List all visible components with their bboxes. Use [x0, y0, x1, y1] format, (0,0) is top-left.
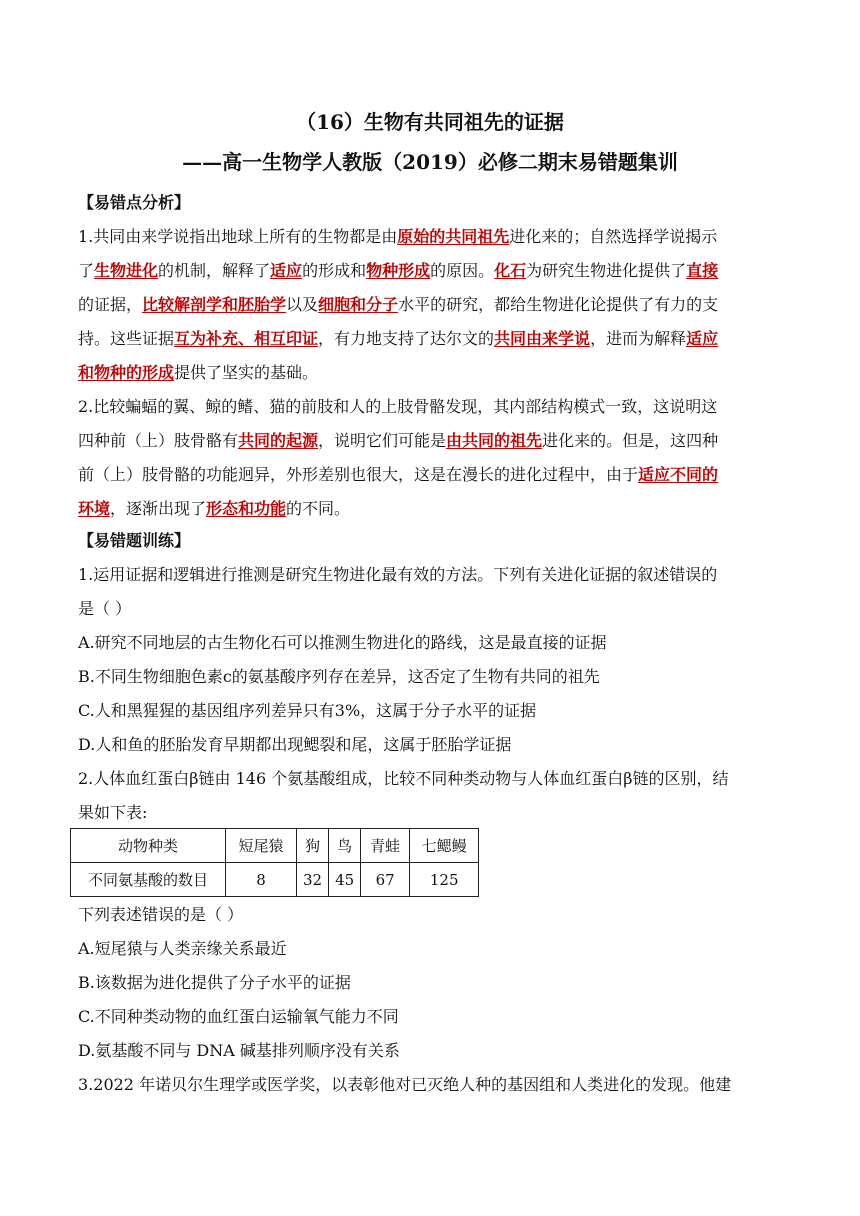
key-term: 和物种的形成 — [78, 363, 175, 382]
question-2-option-b: B.该数据为进化提供了分子水平的证据 — [78, 973, 351, 992]
question-1-option-a: A.研究不同地层的古生物化石可以推测生物进化的路线，这是最直接的证据 — [78, 633, 607, 652]
question-2-stem-line3: 下列表述错误的是（ ） — [78, 905, 244, 924]
key-term: 直接 — [686, 261, 719, 280]
table-cell: 鸟 — [329, 829, 361, 863]
key-term: 物种形成 — [366, 261, 431, 280]
question-1-option-d: D.人和鱼的胚胎发育早期都出现鳃裂和尾，这属于胚胎学证据 — [78, 735, 512, 754]
table-header-row — [71, 829, 479, 863]
question-3-stem-line1: 3.2022 年诺贝尔生理学或医学奖，以表彰他对已灭绝人种的基因组和人类进化的发现。他建 — [78, 1075, 732, 1094]
table-cell: 32 — [297, 863, 329, 897]
page-title: （16）生物有共同祖先的证据 — [296, 110, 564, 134]
key-term: 比较解剖学和胚胎学 — [142, 295, 287, 314]
key-term: 互为补充、相互印证 — [174, 329, 319, 348]
table-cell: 125 — [410, 863, 479, 897]
analysis-p1-line5: 和物种的形成提供了坚实的基础。 — [78, 363, 319, 382]
key-term: 化石 — [494, 261, 527, 280]
analysis-p2-line2: 四种前（上）肢骨骼有共同的起源，说明它们可能是由共同的祖先进化来的。但是，这四种 — [78, 431, 719, 450]
table-cell: 七鳃鳗 — [410, 829, 479, 863]
question-2-option-d: D.氨基酸不同与 DNA 碱基排列顺序没有关系 — [78, 1041, 400, 1060]
key-term: 细胞和分子 — [318, 295, 399, 314]
question-2-stem-line1: 2.人体血红蛋白β链由 146 个氨基酸组成，比较不同种类动物与人体血红蛋白β链的区别，结 — [78, 769, 729, 788]
table-cell: 短尾猿 — [226, 829, 297, 863]
question-1-stem-line1: 1.运用证据和逻辑进行推测是研究生物进化最有效的方法。下列有关进化证据的叙述错误的 — [78, 565, 718, 584]
table-cell: 45 — [329, 863, 361, 897]
section-heading-practice: 【易错题训练】 — [78, 531, 191, 550]
analysis-p2-line4: 环境，逐渐出现了形态和功能的不同。 — [78, 499, 351, 518]
table-cell: 67 — [361, 863, 410, 897]
key-term: 环境 — [78, 499, 111, 518]
key-term: 适应 — [686, 329, 719, 348]
table-cell: 动物种类 — [71, 829, 226, 863]
section-heading-analysis: 【易错点分析】 — [78, 193, 191, 212]
key-term: 共同的起源 — [238, 431, 319, 450]
table-cell: 狗 — [297, 829, 329, 863]
analysis-p2-line1: 2.比较蝙蝠的翼、鲸的鳍、猫的前肢和人的上肢骨骼发现，其内部结构模式一致，这说明这 — [78, 397, 718, 416]
page-subtitle: ——高一生物学人教版（2019）必修二期末易错题集训 — [182, 150, 678, 174]
key-term: 由共同的祖先 — [446, 431, 543, 450]
question-1-option-b: B.不同生物细胞色素c的氨基酸序列存在差异，这否定了生物有共同的祖先 — [78, 667, 600, 686]
key-term: 适应不同的 — [638, 465, 719, 484]
analysis-p1-line4: 持。这些证据互为补充、相互印证，有力地支持了达尔文的共同由来学说，进而为解释适应 — [78, 329, 719, 348]
data-table — [70, 828, 479, 897]
key-term: 原始的共同祖先 — [397, 227, 510, 246]
key-term: 生物进化 — [94, 261, 159, 280]
question-2-stem-line2: 果如下表: — [78, 803, 148, 822]
key-term: 共同由来学说 — [494, 329, 591, 348]
analysis-p1-line3: 的证据，比较解剖学和胚胎学以及细胞和分子水平的研究，都给生物进化论提供了有力的支 — [78, 295, 719, 314]
table-cell: 青蛙 — [361, 829, 410, 863]
question-2-option-c: C.不同种类动物的血红蛋白运输氧气能力不同 — [78, 1007, 399, 1026]
key-term: 形态和功能 — [206, 499, 287, 518]
analysis-p1-line2: 了生物进化的机制，解释了适应的形成和物种形成的原因。化石为研究生物进化提供了直接 — [78, 261, 719, 280]
analysis-p1-line1: 1.共同由来学说指出地球上所有的生物都是由原始的共同祖先进化来的；自然选择学说揭示 — [78, 227, 718, 246]
key-term: 适应 — [270, 261, 303, 280]
table-row — [71, 863, 479, 897]
table-cell: 8 — [226, 863, 297, 897]
question-1-option-c: C.人和黑猩猩的基因组序列差异只有3%，这属于分子水平的证据 — [78, 701, 537, 720]
analysis-p2-line3: 前（上）肢骨骼的功能迥异，外形差别也很大，这是在漫长的进化过程中，由于适应不同的 — [78, 465, 719, 484]
table-cell: 不同氨基酸的数目 — [71, 863, 226, 897]
question-1-stem-line2: 是（ ） — [78, 599, 132, 618]
question-2-option-a: A.短尾猿与人类亲缘关系最近 — [78, 939, 287, 958]
